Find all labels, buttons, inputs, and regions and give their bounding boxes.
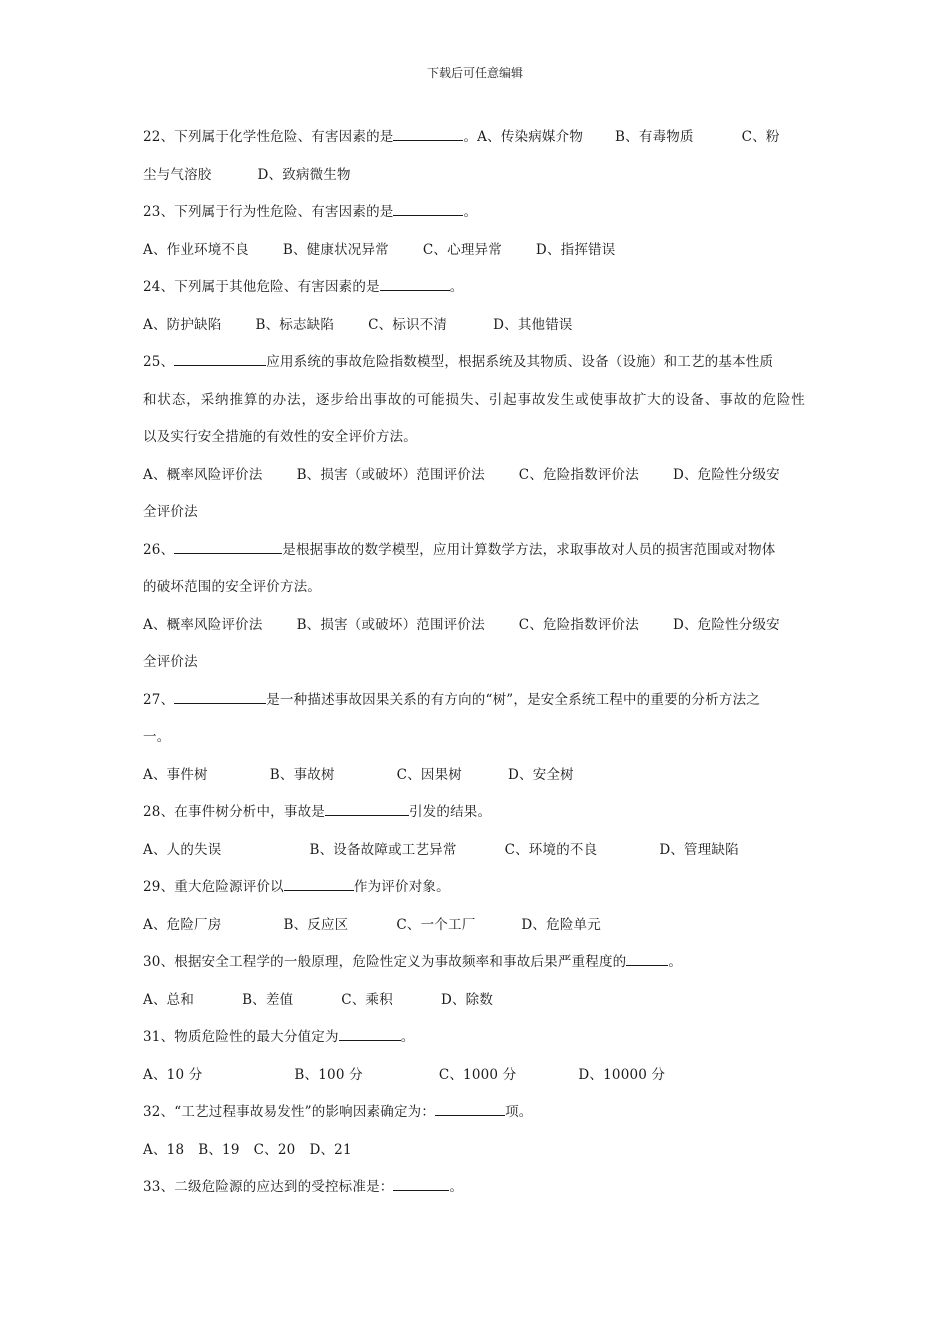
- q26-number: 26、: [143, 541, 175, 558]
- q32-option-c: C、20: [253, 1141, 296, 1158]
- q28-stem-end: 引发的结果。: [408, 804, 492, 820]
- q24-option-b: B、标志缺陷: [255, 316, 335, 333]
- q30-option-c: C、乘积: [341, 991, 393, 1008]
- q25-answer-blank[interactable]: [174, 349, 266, 366]
- q31-answer-blank[interactable]: [339, 1024, 401, 1041]
- q31-option-d: D、10000 分: [578, 1066, 666, 1083]
- q24-option-d: D、其他错误: [493, 316, 573, 333]
- question-30-options: [143, 985, 805, 1023]
- question-30: [143, 947, 805, 985]
- q30-option-a: A、总和: [143, 991, 195, 1008]
- q25-text-3: 以及实行安全措施的有效性的安全评价方法。: [143, 429, 417, 445]
- q29-stem: 29、重大危险源评价以: [143, 879, 284, 895]
- q26-text-2: 的破坏范围的安全评价方法。: [143, 579, 322, 595]
- q29-option-a: A、危险厂房: [143, 916, 222, 933]
- q30-stem: 30、根据安全工程学的一般原理，危险性定义为事故频率和事故后果严重程度的: [143, 954, 627, 970]
- question-33: [143, 1172, 805, 1210]
- q22-option-c: C、粉: [741, 129, 780, 145]
- q25-option-c: C、危险指数评价法: [518, 466, 639, 483]
- q25-number: 25、: [143, 354, 175, 370]
- question-22-cont: [143, 160, 805, 198]
- q26-option-c: C、危险指数评价法: [518, 616, 639, 633]
- q31-stem: 31、物质危险性的最大分值定为: [143, 1029, 339, 1045]
- q23-answer-blank[interactable]: [393, 199, 463, 216]
- question-28: [143, 797, 805, 835]
- question-24: [143, 272, 805, 310]
- q24-answer-blank[interactable]: [380, 274, 450, 291]
- q32-stem: 32、“工艺过程事故易发性”的影响因素确定为：: [143, 1104, 436, 1120]
- q28-stem: 28、在事件树分析中，事故是: [143, 804, 325, 820]
- q25-option-b: B、损害（或破坏）范围评价法: [296, 466, 485, 483]
- question-27-options: [143, 760, 805, 798]
- page-header: 下载后可任意编辑: [426, 66, 523, 80]
- q29-stem-end: 作为评价对象。: [353, 879, 450, 895]
- q23-stem-end: 。: [463, 204, 478, 220]
- q31-option-a: A、10 分: [143, 1066, 203, 1083]
- q25-text-2: 和状态，采纳推算的办法，逐步给出事故的可能损失、引起事故发生或使事故扩大的设备、事故的危险性: [143, 391, 805, 408]
- q24-stem: 24、下列属于其他危险、有害因素的是: [143, 279, 380, 295]
- question-26: [143, 535, 805, 573]
- q32-option-b: B、19: [198, 1141, 240, 1158]
- q30-option-b: B、差值: [242, 991, 294, 1008]
- question-23: [143, 197, 805, 235]
- q33-stem: 33、二级危险源的应达到的受控标准是：: [143, 1179, 394, 1195]
- q27-text-1: 是一种描述事故因果关系的有方向的“树”，是安全系统工程中的重要的分析方法之: [266, 691, 760, 708]
- q23-option-b: B、健康状况异常: [282, 241, 389, 258]
- q22-option-b: B、有毒物质: [615, 129, 694, 145]
- q27-option-c: C、因果树: [396, 766, 463, 783]
- q25-text-1: 应用系统的事故危险指数模型，根据系统及其物质、设备（设施）和工艺的基本性质: [266, 354, 774, 370]
- q26-answer-blank[interactable]: [174, 537, 282, 554]
- document-body: [143, 122, 805, 1210]
- q27-number: 27、: [143, 691, 175, 708]
- q33-answer-blank[interactable]: [393, 1174, 449, 1191]
- q32-answer-blank[interactable]: [435, 1099, 505, 1116]
- q27-option-b: B、事故树: [269, 766, 335, 783]
- q23-option-d: D、指挥错误: [535, 241, 616, 258]
- q22-option-c-cont: 尘与气溶胶: [143, 166, 212, 183]
- question-32-options: [143, 1135, 805, 1173]
- q32-option-a: A、18: [143, 1141, 185, 1158]
- q28-answer-blank[interactable]: [325, 799, 409, 816]
- q24-option-c: C、标识不清: [368, 316, 448, 333]
- question-25: [143, 347, 805, 385]
- question-28-options: [143, 835, 805, 873]
- q31-option-c: C、1000 分: [438, 1066, 517, 1083]
- q22-answer-blank[interactable]: [393, 124, 463, 141]
- q22-option-a: 。A、传染病媒介物: [463, 129, 584, 145]
- q28-option-b: B、设备故障或工艺异常: [309, 841, 457, 858]
- question-31-options: [143, 1060, 805, 1098]
- question-27: [143, 685, 805, 723]
- q29-option-b: B、反应区: [283, 916, 349, 933]
- q32-option-d: D、21: [309, 1141, 352, 1158]
- q23-stem: 23、下列属于行为性危险、有害因素的是: [143, 204, 394, 220]
- q25-option-d: D、危险性分级安: [672, 466, 780, 483]
- q22-option-d: D、致病微生物: [257, 166, 351, 183]
- q27-option-d: D、安全树: [508, 766, 574, 783]
- question-31: [143, 1022, 805, 1060]
- q24-option-a: A、防护缺陷: [143, 316, 222, 333]
- q26-option-d-cont: 全评价法: [143, 654, 198, 670]
- q25-option-a: A、概率风险评价法: [143, 466, 263, 483]
- question-22: [143, 122, 805, 160]
- question-25-options: [143, 460, 805, 498]
- q26-option-a: A、概率风险评价法: [143, 616, 263, 633]
- question-24-options: [143, 310, 805, 348]
- q27-answer-blank[interactable]: [174, 687, 266, 704]
- q24-stem-end: 。: [449, 279, 464, 295]
- q30-option-d: D、除数: [440, 991, 494, 1008]
- question-32: [143, 1097, 805, 1135]
- q26-option-d: D、危险性分级安: [672, 616, 780, 633]
- q22-stem: 22、下列属于化学性危险、有害因素的是: [143, 129, 394, 145]
- question-23-options: [143, 235, 805, 273]
- q30-answer-blank[interactable]: [626, 949, 668, 966]
- q29-answer-blank[interactable]: [284, 874, 354, 891]
- q31-option-b: B、100 分: [294, 1066, 363, 1083]
- q25-option-d-cont: 全评价法: [143, 504, 198, 520]
- q33-stem-end: 。: [449, 1179, 464, 1195]
- q29-option-c: C、一个工厂: [396, 916, 476, 933]
- q26-text-1: 是根据事故的数学模型，应用计算数学方法，求取事故对人员的损害范围或对物体: [282, 541, 776, 558]
- q27-text-2: 一。: [143, 729, 171, 745]
- q31-stem-end: 。: [400, 1029, 415, 1045]
- q30-stem-end: 。: [668, 954, 683, 970]
- q28-option-a: A、人的失误: [143, 841, 222, 858]
- question-29-options: [143, 910, 805, 948]
- q28-option-c: C、环境的不良: [504, 841, 598, 858]
- q32-stem-end: 项。: [505, 1104, 533, 1120]
- q29-option-d: D、危险单元: [521, 916, 601, 933]
- q23-option-c: C、心理异常: [422, 241, 502, 258]
- question-26-options: [143, 610, 805, 648]
- q27-option-a: A、事件树: [143, 766, 208, 783]
- q23-option-a: A、作业环境不良: [143, 241, 249, 258]
- q28-option-d: D、管理缺陷: [659, 841, 739, 858]
- question-29: [143, 872, 805, 910]
- q26-option-b: B、损害（或破坏）范围评价法: [296, 616, 485, 633]
